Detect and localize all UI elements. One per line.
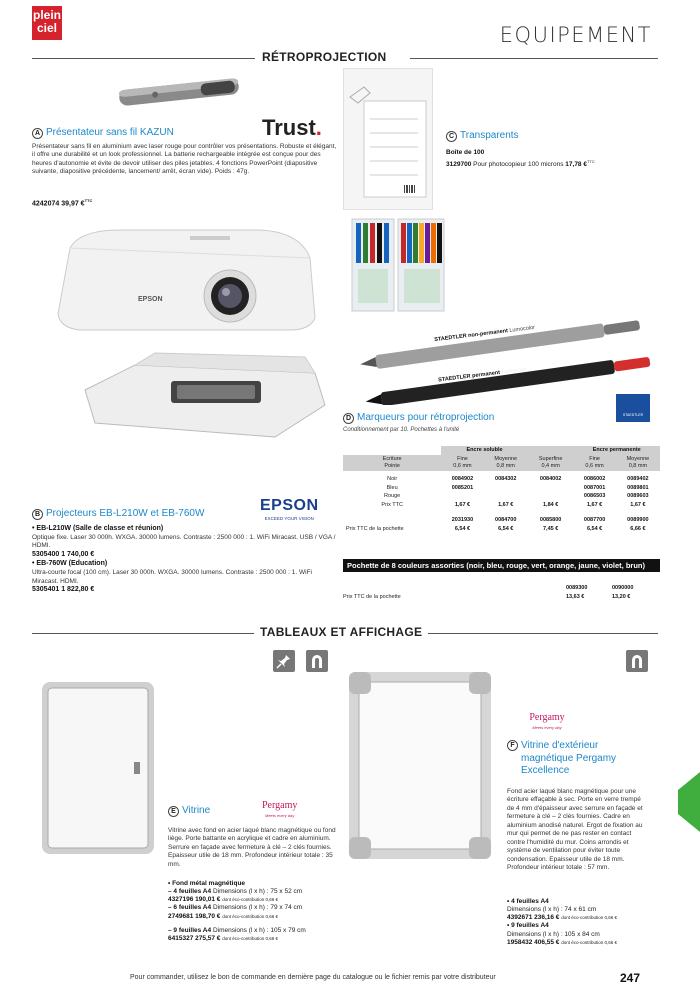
magnet-icon <box>626 650 648 672</box>
col-moy-1 <box>484 455 528 473</box>
item1-ref: 5305400 1 740,00 € <box>32 550 95 558</box>
magnet-icon <box>306 650 328 672</box>
row-prix: Prix TTC <box>381 502 403 509</box>
cell: 0084902 <box>451 475 474 482</box>
badge-c: C <box>446 131 457 142</box>
epson-brand: EPSON <box>260 497 319 514</box>
p8-label: Prix TTC de la pochette <box>343 594 401 600</box>
badge-e: E <box>168 806 179 817</box>
cell: 0089402 <box>627 475 649 482</box>
fine-mm: 0,6 mm <box>585 462 604 469</box>
moy-mm: 0,8 mm <box>628 462 648 469</box>
moy-mm: 0,8 mm <box>496 462 515 469</box>
cell: 6,66 € <box>630 526 646 532</box>
e-item1: – 4 feuilles A4 <box>168 888 212 896</box>
retro-title: RÉTROPROJECTION <box>262 50 387 64</box>
item2-ref: 5305401 1 822,80 € <box>32 586 95 593</box>
cell: 0086503 <box>583 493 606 500</box>
product-c-price: 17,78 € <box>565 161 587 169</box>
product-f-list <box>507 898 667 947</box>
pen1-sub: Lumocolor <box>509 324 536 334</box>
product-b-title <box>32 508 204 521</box>
product-a-desc: Présentateur sans fil en aluminium avec laser rouge pour contrôler vos présentations. Robuste et élégant, il offre une durabilité et un look professionnel. La batterie rechargeable intégrée est conçue pour des heures d'autonomie et évite de devoir utiliser des piles jetables. 4 fonctions PowerPoint (diapositive suivante, diapositive précédente, lancement/ arrêt, écran vide). Poids : 47g. <box>32 143 337 176</box>
projector-label: EPSON <box>138 296 163 303</box>
item1-title: • EB-L210W (Salle de classe et réunion) <box>32 525 164 532</box>
pen1-name: STAEDTLER non-permanent <box>433 328 509 344</box>
fond-label: • Fond métal magnétique <box>168 880 246 887</box>
marker-table <box>343 446 660 534</box>
f-item1: • 4 feuilles A4 <box>507 898 549 905</box>
cell: 1,67 € <box>498 502 514 509</box>
tableaux-title: TABLEAUX ET AFFICHAGE <box>260 625 423 639</box>
cell: 0087700 <box>583 517 606 524</box>
pergamy-brand: Pergamy <box>529 712 565 723</box>
super-mm: 0,4 mm <box>541 462 560 469</box>
product-e-name: Vitrine <box>182 805 211 816</box>
e-item2-dim: Dimensions (l x h) : 79 x 74 cm <box>212 904 303 912</box>
cell: 7,45 € <box>542 526 559 532</box>
e-item1-eco: dont éco-contribution 0,66 € <box>222 897 279 903</box>
cell: 2031930 <box>451 517 474 524</box>
badge-b: B <box>32 509 43 520</box>
footer-text: Pour commander, utilisez le bon de commande en dernière page du catalogue ou le fichier remis par votre distributeur <box>130 974 496 981</box>
product-e-title <box>168 805 210 818</box>
item2-desc: Ultra-courte focal (100 cm). Laser 30 000h. WXGA. 30000 lumens. Contraste : 2500 000 : 1. WiFi Miracast. HDMI. <box>32 569 312 585</box>
cell: 0086002 <box>583 475 606 482</box>
hdr-soluble: Encre soluble <box>441 446 528 455</box>
epson-logo <box>260 496 319 522</box>
cell: 0085201 <box>451 484 474 491</box>
item2-title: • EB-760W (Education) <box>32 560 108 568</box>
e-item2-eco: dont éco-contribution 0,66 € <box>222 913 279 919</box>
cell: 1,84 € <box>542 502 559 509</box>
marker-pouches-image <box>350 215 450 315</box>
cell: 0089900 <box>627 517 649 524</box>
col-ecriture <box>343 455 441 473</box>
badge-f: F <box>507 740 518 751</box>
col-ecriture-label: Ecriture <box>382 455 402 462</box>
super-label: Superfine <box>538 455 563 462</box>
product-c-box: Boîte de 100 <box>446 149 485 156</box>
col-moy-2 <box>616 455 660 473</box>
moy-label: Moyenne <box>626 455 650 462</box>
product-a-name: Présentateur sans fil KAZUN <box>46 127 174 138</box>
e-item1-ref: 4327196 190,01 € <box>168 896 221 904</box>
vitrine-f-image <box>345 668 495 863</box>
projector-image-2 <box>75 345 335 445</box>
product-a-ref-line <box>32 198 92 209</box>
divider <box>32 633 254 634</box>
pen2-name: STAEDTLER permanent <box>437 369 501 384</box>
f-item1-eco: dont éco-contribution 0,66 € <box>561 915 618 921</box>
col-fine-1 <box>441 455 483 473</box>
product-d-title <box>343 412 494 425</box>
cell: 6,54 € <box>498 526 514 532</box>
e-item3-ref: 6415327 275,57 € <box>168 934 221 942</box>
moy-label: Moyenne <box>494 455 518 462</box>
e-item3-dim: Dimensions (l x h) : 105 x 79 cm <box>212 926 306 934</box>
cell: 0084302 <box>495 475 517 482</box>
fine-label: Fine <box>589 455 600 462</box>
divider <box>428 633 658 634</box>
product-a-ref: 4242074 <box>32 200 60 208</box>
f-item2-ref: 1958432 406,55 € <box>507 938 560 946</box>
cell <box>528 492 574 501</box>
col-fine-2 <box>573 455 615 473</box>
fine-mm: 0,6 mm <box>453 462 472 469</box>
product-b-details <box>32 525 337 595</box>
staedtler-badge <box>616 394 650 422</box>
pin-icon <box>273 650 295 672</box>
pergamy-tagline: Meets every day <box>265 812 295 818</box>
product-c-title <box>446 130 519 143</box>
hdr-permanent: Encre permanente <box>573 446 660 455</box>
cell: 0085800 <box>539 517 562 524</box>
section-heading: EQUIPEMENT <box>499 23 652 47</box>
product-e-list <box>168 880 343 943</box>
cell: 1,67 € <box>454 502 471 509</box>
product-f-name: Vitrine d'extérieur magnétique Pergamy Excellence <box>521 740 617 776</box>
pergamy-brand: Pergamy <box>262 800 298 811</box>
vitrine-e-image <box>38 678 158 858</box>
presenter-image <box>115 78 245 106</box>
product-c-ref: 3129700 <box>446 161 472 169</box>
e-item1-dim: Dimensions (l x h) : 75 x 52 cm <box>212 888 303 896</box>
logo-line2: ciel <box>36 21 57 35</box>
divider <box>32 58 255 59</box>
badge-d: D <box>343 413 354 424</box>
product-d-cond: Conditionnement par 10. Pochettes à l'unité <box>343 427 460 433</box>
green-tab <box>678 772 700 832</box>
e-item2-ref: 2749681 198,70 € <box>168 912 221 920</box>
cell: 0084700 <box>495 517 517 524</box>
row-rouge: Rouge <box>384 493 401 500</box>
divider <box>410 58 658 59</box>
cell <box>528 484 574 493</box>
f-item2-eco: dont éco-contribution 0,66 € <box>561 939 618 945</box>
product-f-title <box>507 740 647 778</box>
p8-ref-1: 0089300 <box>566 585 588 591</box>
e-item3-eco: dont éco-contribution 0,66 € <box>222 935 279 941</box>
plein-ciel-logo <box>32 6 62 40</box>
cell <box>441 492 483 501</box>
ttc-tag: TTC <box>586 159 595 164</box>
product-e-desc: Vitrine avec fond en acier laqué blanc magnétique ou fond liège. Porte battante en acrylique et cadre en aluminium. Serrure en façade avec fermeture à clé – 2 clés fournies. Epaisseur utile de 18 mm. Profondeur intérieur totale : 35 mm. <box>168 827 336 868</box>
product-c-line <box>446 159 595 169</box>
poch-label: Prix TTC de la pochette <box>346 526 404 532</box>
row-bleu: Bleu <box>386 484 398 491</box>
cell <box>484 492 528 501</box>
cell: 0084002 <box>539 475 562 482</box>
badge-a: A <box>32 128 43 139</box>
col-super <box>528 455 574 473</box>
f-item2: • 9 feuilles A4 <box>507 922 549 930</box>
pergamy-logo-f <box>507 712 587 730</box>
e-item3: – 9 feuilles A4 <box>168 926 212 934</box>
page-number: 247 <box>619 971 640 985</box>
product-a-price: 39,97 € <box>61 200 85 208</box>
product-d-name: Marqueurs pour rétroprojection <box>357 412 495 423</box>
product-b-name: Projecteurs EB-L210W et EB-760W <box>46 508 205 519</box>
cell: 1,67 € <box>586 502 603 509</box>
p8-price-2: 13,20 € <box>612 594 631 600</box>
cell <box>484 484 528 493</box>
staedtler-badge-text: STAEDTLER <box>622 413 644 417</box>
p8-ref-2: 0090000 <box>612 585 634 591</box>
pergamy-tagline: Meets every day <box>532 724 562 730</box>
trust-brand: Trust <box>262 115 316 140</box>
epson-tagline: EXCEED YOUR VISION <box>264 516 314 521</box>
row-noir: Noir <box>387 475 398 482</box>
product-c-name: Transparents <box>460 130 519 141</box>
product-c-desc: Pour photocopieur 100 microns <box>473 161 564 169</box>
f-item1-ref: 4392671 236,16 € <box>507 914 560 922</box>
pen2-sub: Lumocolor <box>501 366 528 376</box>
projector-image-1 <box>40 218 330 343</box>
f-item2-dim: Dimensions (l x h) : 105 x 84 cm <box>507 930 600 938</box>
cell: 6,54 € <box>586 526 603 532</box>
cell: 6,54 € <box>454 526 471 532</box>
cell: 1,67 € <box>630 502 646 509</box>
e-item2: – 6 feuilles A4 <box>168 904 212 912</box>
cell: 0087001 <box>583 484 606 491</box>
marker-price-table <box>343 446 660 534</box>
pergamy-logo-e <box>262 800 297 818</box>
pochette-8-banner: Pochette de 8 couleurs assorties (noir, bleu, rouge, vert, orange, jaune, violet, brun) <box>343 559 660 572</box>
trust-logo: Trust. <box>262 115 322 140</box>
ttc-tag: TTC <box>84 198 93 203</box>
fine-label: Fine <box>457 455 468 462</box>
transparents-image <box>343 68 433 210</box>
f-item1-dim: Dimensions (l x h) : 74 x 61 cm <box>507 906 597 914</box>
product-a-title <box>32 127 174 140</box>
col-pointe-label: Pointe <box>384 462 400 469</box>
logo-line1: plein <box>32 8 61 22</box>
item1-desc: Optique fixe. Laser 30 000h. WXGA. 30000 lumens. Contraste : 2500 000 : 1. WiFi Miracast. USB / VGA / HDMI. <box>32 533 336 550</box>
cell: 0089603 <box>627 493 649 500</box>
p8-price-1: 13,63 € <box>566 594 585 600</box>
product-f-desc: Fond acier laqué blanc magnétique pour une écriture effaçable à sec. Porte en verre trempé de 4 mm d'épaisseur avec serrure en façade et fermeture à clé – 2 clés fournies. Cadre en aluminium anodisé naturel. Ergot de fixation au mur qui permet de ne pas rester en contact contre l'humidité du mur. Coins arrondis et système de ventilation pour éviter toute condensation. Epaisseur utile de 18 mm. Profondeur intérieur totale : 57 mm. <box>507 788 643 871</box>
cell: 0089801 <box>627 484 649 491</box>
